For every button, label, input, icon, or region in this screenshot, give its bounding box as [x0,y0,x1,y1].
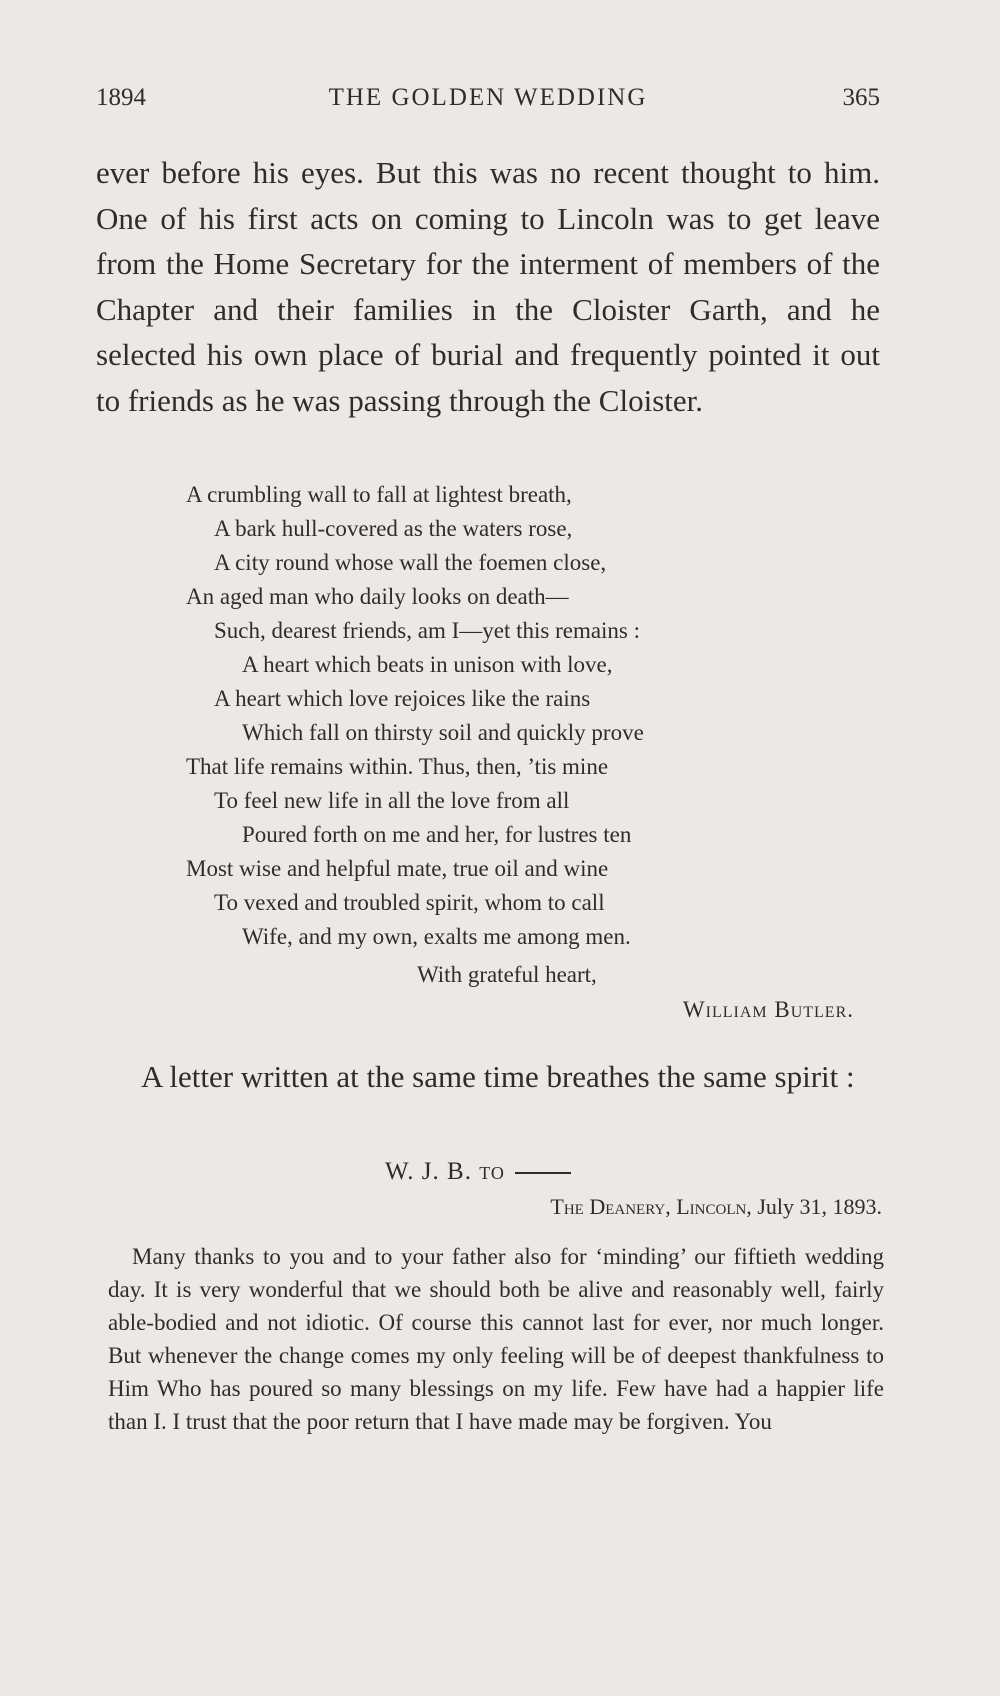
poem-line: That life remains within. Thus, then, ’tis mine [186,754,609,779]
letter-body: Many thanks to you and to your father also for ‘minding’ our fiftieth wedding day. It is very wonderful that we should both be alive and reasonably well, fairly able-bodied and not idiotic. Of course this cannot last for ever, nor much longer. But whenever the change comes my only feeling will be of deepest thankfulness to Him Who has poured so many blessings on my life. Few have had a happier life than I. I trust that the poor return that I have made may be forgiven. You [108,1244,884,1434]
header-year: 1894 [96,84,146,111]
dateline-place: The Deanery, Lincoln, [550,1194,752,1219]
poem-line: To vexed and troubled spirit, whom to call [214,890,605,915]
heading-dash-rule [515,1172,571,1174]
poem [186,478,826,954]
poem-line: A crumbling wall to fall at lightest breath, [186,482,572,507]
poem-line: A heart which beats in unison with love, [242,652,613,677]
header-title: THE GOLDEN WEDDING [328,84,648,111]
poem-line: To feel new life in all the love from all [214,788,570,813]
poem-line: A heart which love rejoices like the rains [214,686,591,711]
dateline-date: July 31, 1893. [757,1194,882,1219]
poem-line: Which fall on thirsty soil and quickly prove [242,720,644,745]
poem-line: Poured forth on me and her, for lustres ten [242,822,632,847]
letter-dateline [550,1194,882,1220]
letter-heading [385,1158,571,1186]
poem-signoff: With grateful heart, [417,962,597,987]
body-paragraph-2: A letter written at the same time breathes the same spirit : [141,1059,855,1094]
letter-heading-text: W. J. B. to [385,1158,505,1185]
poem-line: Most wise and helpful mate, true oil and wine [186,856,609,881]
poem-line: A bark hull-covered as the waters rose, [214,516,573,541]
running-header [96,84,880,124]
poem-line: Such, dearest friends, am I—yet this remains : [214,618,641,643]
poem-line: A city round whose wall the foemen close, [214,550,607,575]
poem-signature: William Butler. [682,997,854,1022]
page-number: 365 [842,84,880,111]
poem-line: An aged man who daily looks on death— [186,584,569,609]
body-paragraph-1: ever before his eyes. But this was no recent thought to him. One of his first acts on coming to Lincoln was to get leave from the Home Secretary for the interment of members of the Chapter and their families in the Cloister Garth, and he selected his own place of burial and frequently pointed it out to friends as he was passing through the Cloister. [96,155,880,418]
poem-line: Wife, and my own, exalts me among men. [242,924,631,949]
